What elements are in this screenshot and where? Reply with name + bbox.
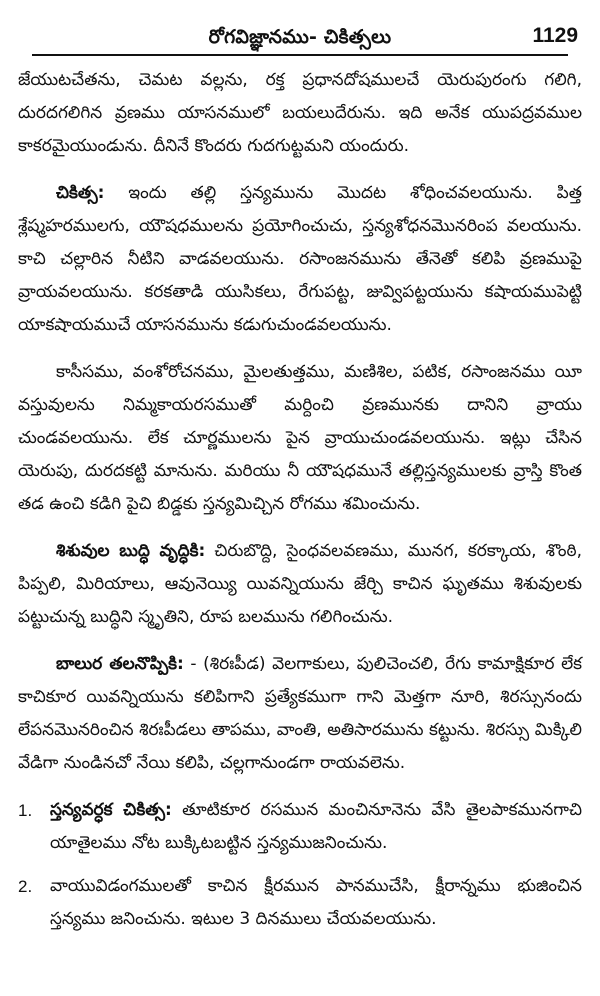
running-title: రోగవిజ్ఞానము- చికిత్సలు: [208, 26, 392, 48]
paragraph-child-intellect: [18, 535, 582, 634]
list-item-number: 1.: [18, 801, 33, 820]
paragraph-remedy: కాసీసము, వంశోరోచనము, మైలతుత్తము, మణిశిల, పటిక, రసాంజనము యీ వస్తువులను నిమ్మకాయరసముతో మర్దించి వ్రణమునకు దానిని వ్రాయు చుండవలయును. లేక చూర్ణములను పైన వ్రాయుచుండవలయును. ఇట్లు చేసిన యెరుపు, దురదకట్టి మానును. మరియు నీ యౌషధమునే తల్లిస్తన్యములకు వ్రాస్తి కొంత తడ ఉంచి కడిగి పైచి బిడ్డకు స్తన్యమిచ్చిన రోగము శమించును.: [18, 362, 582, 514]
list-item-body: వాయువిడంగములతో కాచిన క్షీరమున పానముచేసి, క్షీరాన్నము భుజించిన స్తన్యము జనించును. ఇటుల 3 దినములు చేయవలయును.: [50, 876, 582, 929]
list-item-text: [50, 870, 582, 936]
list-item-heading: స్తన్యవర్ధక చికిత్స:: [50, 800, 172, 820]
header-rule: [32, 54, 568, 56]
treatment-heading: చికిత్స:: [56, 183, 105, 203]
child-intellect-text: చిరుబొద్ది, సైంధవలవణము, మునగ, కరక్కాయ, శొంఠి, పిప్పలి, మిరియాలు, ఆవునెయ్యి యివన్నియును జేర్చి కాచిన ఘృతము శిశువులకు పట్టుచున్న బుద్ధిని స్మృతిని, రూప బలమును గలిగించును.: [18, 541, 582, 627]
list-item: [18, 794, 582, 860]
list-item: [18, 870, 582, 936]
list-item-number: 2.: [18, 877, 33, 896]
page-content: [18, 64, 582, 936]
child-intellect-heading: శిశువుల బుద్ధి వృద్ధికి:: [56, 541, 206, 561]
paragraph-continued: జేయుటచేతను, చెమట వల్లను, రక్త ప్రధానదోషములచే యెరుపురంగు గలిగి, దురదగలిగిన వ్రణము యాసనములో బయలుదేరును. ఇది అనేక యుపద్రవముల కాకరమైయుండును. దీనినే కొందరు గుదగుట్టమని యందురు.: [18, 70, 582, 156]
paragraph-child-headache: [18, 648, 582, 780]
page-header: [18, 0, 582, 62]
child-headache-text: - (శిరఃపీడ) వెలగాకులు, పులిచెంచలి, రేగు కామాక్షికూర లేక కాచికూర యివన్నియును కలిపిగాని ప్రత్యేకముగా గాని మెత్తగా నూరి, శిరస్సునందు లేపనమొనరించిన శిరఃపీడలు తాపము, వాంతి, అతిసారమును కట్టును. శిరస్సు మిక్కిలి వేడిగా నుండినచో నేయి కలిపి, చల్లగానుండగా రాయవలెను.: [18, 654, 582, 773]
list-item-text: [50, 794, 582, 860]
child-headache-heading: బాలుర తలనొప్పికి:: [56, 654, 184, 674]
page-number: 1129: [532, 24, 578, 47]
paragraph-treatment: [18, 177, 582, 342]
list-item-body: తూటికూర రసమున మంచినూనెను వేసి తైలపాకమునగాచి యాతైలము నోట బుక్కిటబట్టిన స్తన్యముజనించును.: [50, 800, 582, 853]
treatment-text: ఇందు తల్లి స్తన్యమును మొదట శోధించవలయును. పిత్త శ్లేష్మహరములగు, యౌషధములను ప్రయోగించుచు, స్తన్యశోధనమొనరింప వలయును. కాచి చల్లారిన నీటిని వాడవలయును. రసాంజనమును తేనెతో కలిపి వ్రణముపై వ్రాయవలయును. కరకతాడి యుసికలు, రేగుపట్ట, జువ్విపట్టయును కషాయముపెట్టి యాకషాయముచే యాసనమును కడుగుచుండవలయును.: [18, 183, 582, 335]
